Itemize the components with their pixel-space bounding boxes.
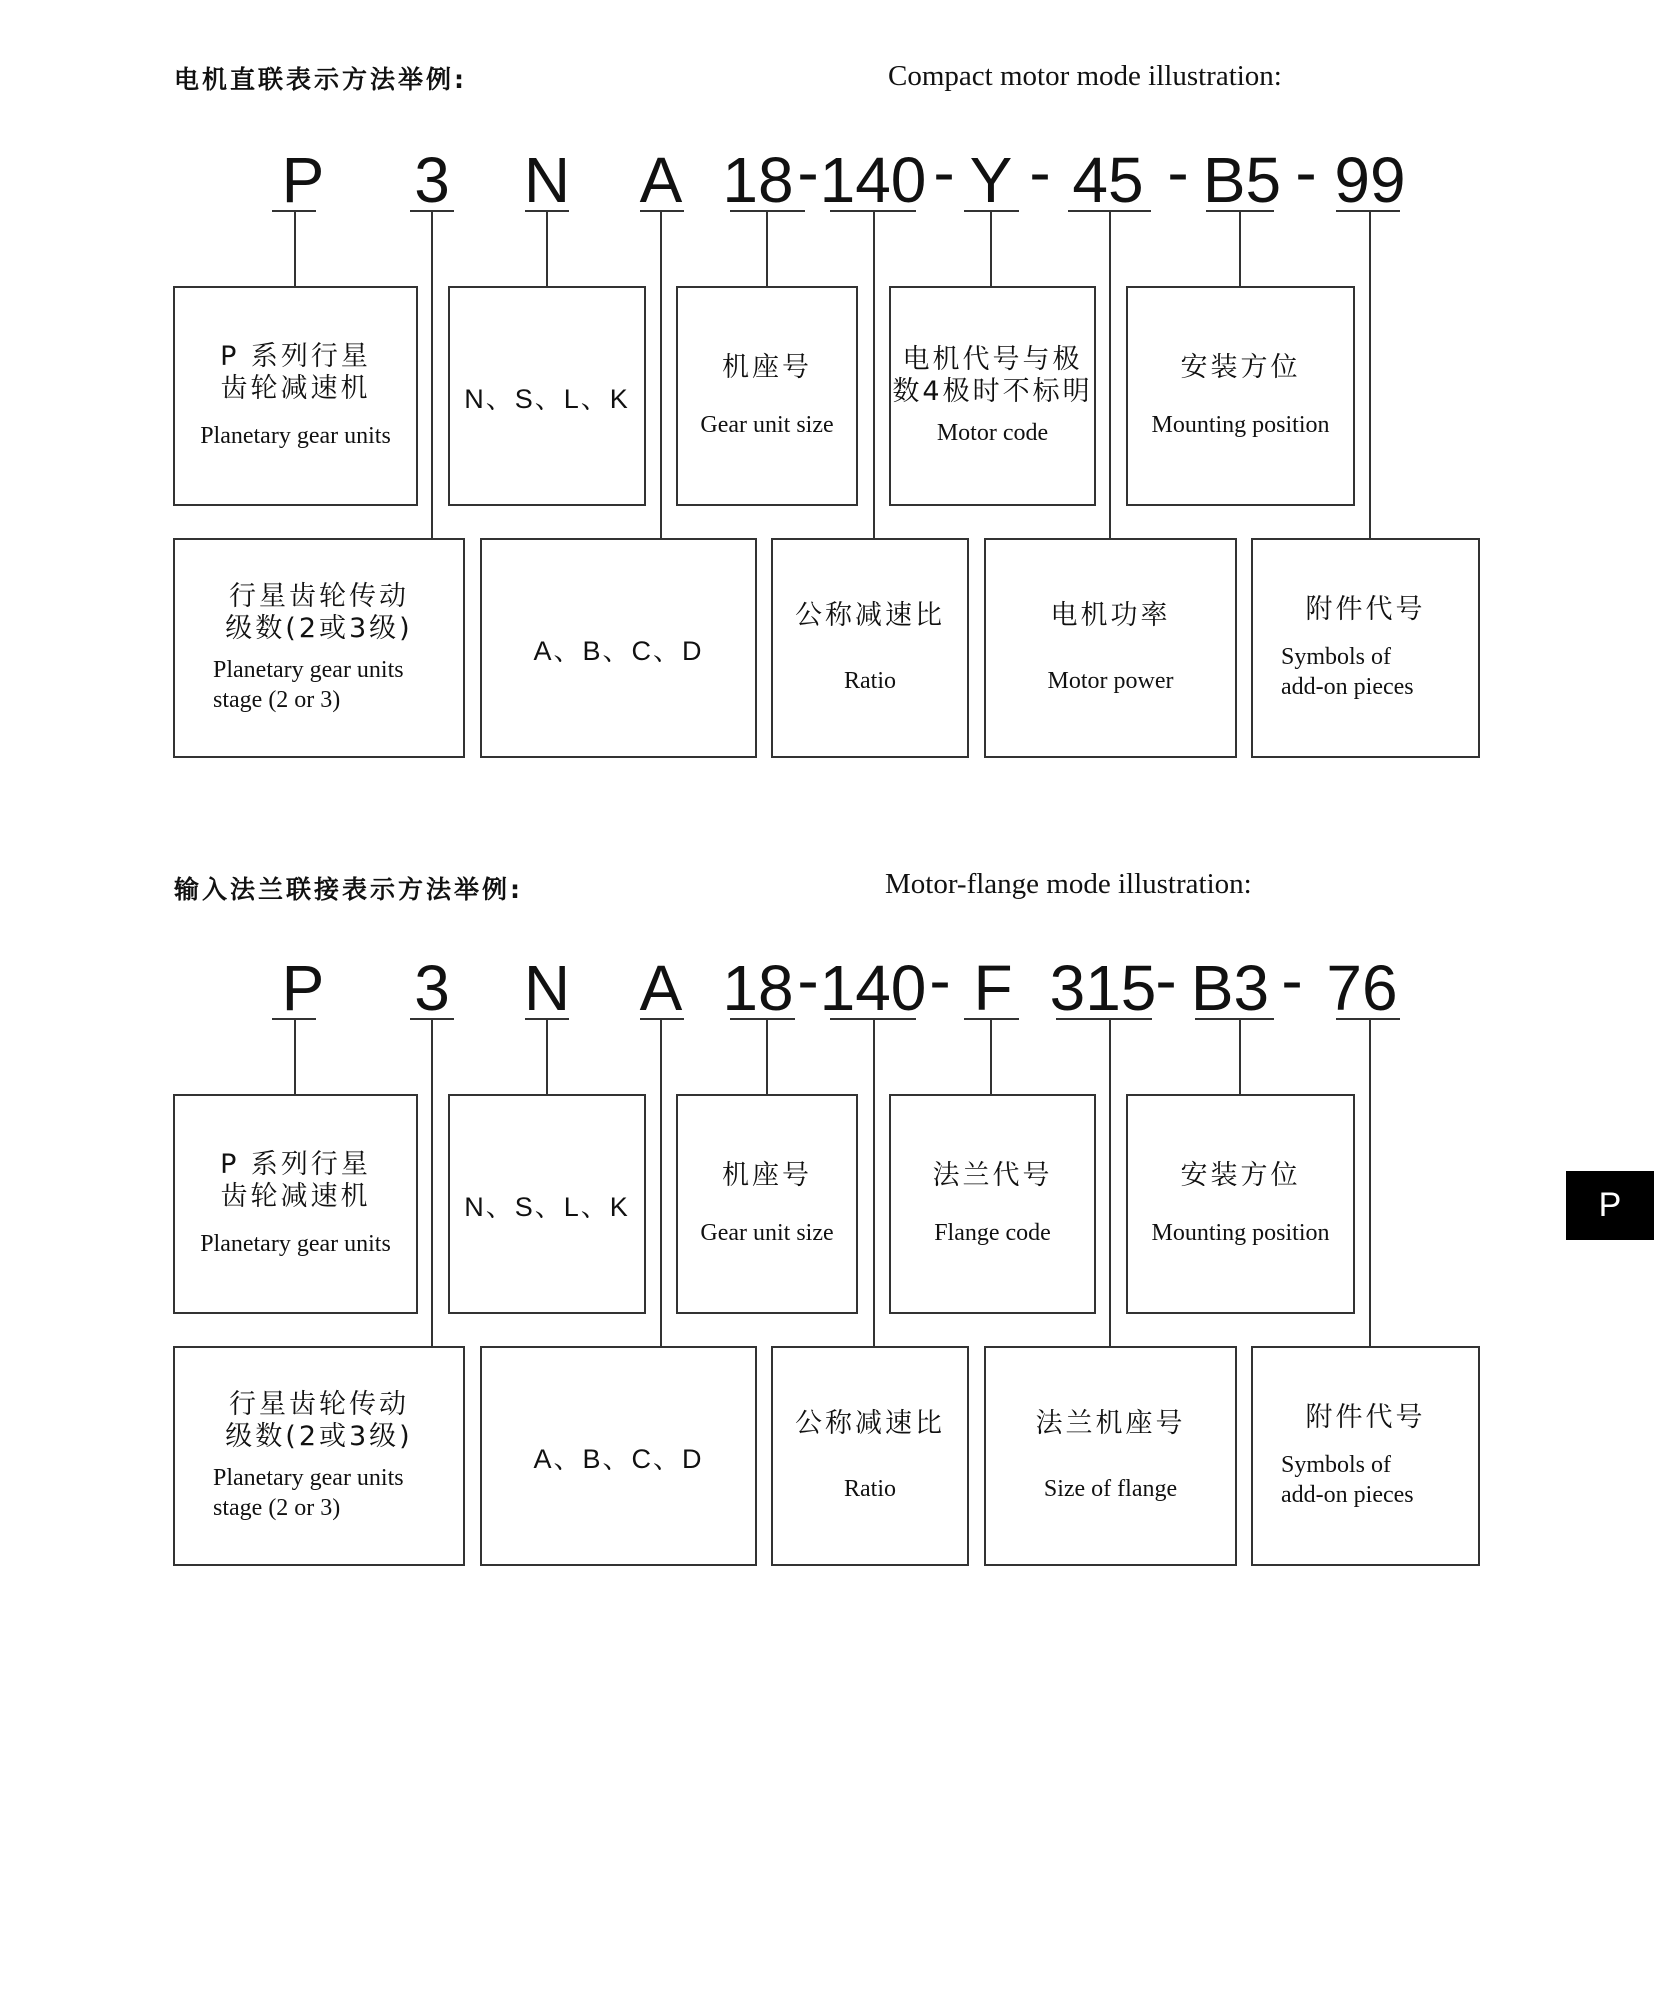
code-ratio: 140 [819, 144, 927, 216]
box-motor-code: 电机代号与极 数4极时不标明 Motor code [889, 286, 1096, 506]
code-power: 45 [1072, 144, 1144, 216]
box2-type: N、S、L、K [448, 1094, 646, 1314]
box-size: 机座号 Gear unit size [676, 286, 858, 506]
code2-dash-3: - [1155, 944, 1177, 1016]
code-dash-4: - [1167, 136, 1189, 208]
box2-size: 机座号 Gear unit size [676, 1094, 858, 1314]
code-form: A [639, 144, 683, 216]
code2-ratio: 140 [819, 952, 927, 1024]
code2-addon: 76 [1326, 952, 1398, 1024]
code2-p: P [281, 952, 325, 1024]
box2-flange-code: 法兰代号 Flange code [889, 1094, 1096, 1314]
code2-size: 18 [722, 952, 794, 1024]
code-dash-2: - [933, 136, 955, 208]
section1-heading-en: Compact motor mode illustration: [888, 60, 1282, 92]
box2-ratio: 公称减速比 Ratio [771, 1346, 969, 1566]
code-dash-3: - [1029, 136, 1051, 208]
box-motor-power: 电机功率 Motor power [984, 538, 1237, 758]
box-form: A、B、C、D [480, 538, 757, 758]
code2-type: N [523, 952, 571, 1024]
box-ratio: 公称减速比 Ratio [771, 538, 969, 758]
code-size: 18 [722, 144, 794, 216]
section-tab-p: P [1566, 1171, 1654, 1240]
code2-dash-2: - [929, 944, 951, 1016]
code-stage: 3 [414, 144, 450, 216]
code-dash-5: - [1295, 136, 1317, 208]
box2-flange-size: 法兰机座号 Size of flange [984, 1346, 1237, 1566]
code2-form: A [639, 952, 683, 1024]
code-motor: Y [969, 144, 1013, 216]
code2-mounting: B3 [1190, 952, 1270, 1024]
box2-form: A、B、C、D [480, 1346, 757, 1566]
section2-heading-cn: 输入法兰联接表示方法举例: [174, 875, 523, 904]
code-addon: 99 [1334, 144, 1406, 216]
code2-dash-4: - [1281, 944, 1303, 1016]
code2-flange-code: F [973, 952, 1013, 1024]
code-type: N [523, 144, 571, 216]
box-series: P 系列行星 齿轮减速机 Planetary gear units [173, 286, 418, 506]
section1-heading-cn: 电机直联表示方法举例: [174, 65, 467, 94]
box-mounting: 安装方位 Mounting position [1126, 286, 1355, 506]
box2-series: P 系列行星 齿轮减速机 Planetary gear units [173, 1094, 418, 1314]
code-mounting: B5 [1202, 144, 1282, 216]
box-stage: 行星齿轮传动 级数(2或3级) Planetary gear units stage (2 or 3) [173, 538, 465, 758]
code-p: P [281, 144, 325, 216]
code2-dash-1: - [797, 944, 819, 1016]
box-addon: 附件代号 Symbols of add-on pieces [1251, 538, 1480, 758]
box2-stage: 行星齿轮传动 级数(2或3级) Planetary gear units stage (2 or 3) [173, 1346, 465, 1566]
section2-heading-en: Motor-flange mode illustration: [885, 868, 1252, 900]
code2-stage: 3 [414, 952, 450, 1024]
box2-addon: 附件代号 Symbols of add-on pieces [1251, 1346, 1480, 1566]
box-type: N、S、L、K [448, 286, 646, 506]
code-dash-1: - [797, 136, 819, 208]
code2-flange-size: 315 [1049, 952, 1157, 1024]
box2-mounting: 安装方位 Mounting position [1126, 1094, 1355, 1314]
